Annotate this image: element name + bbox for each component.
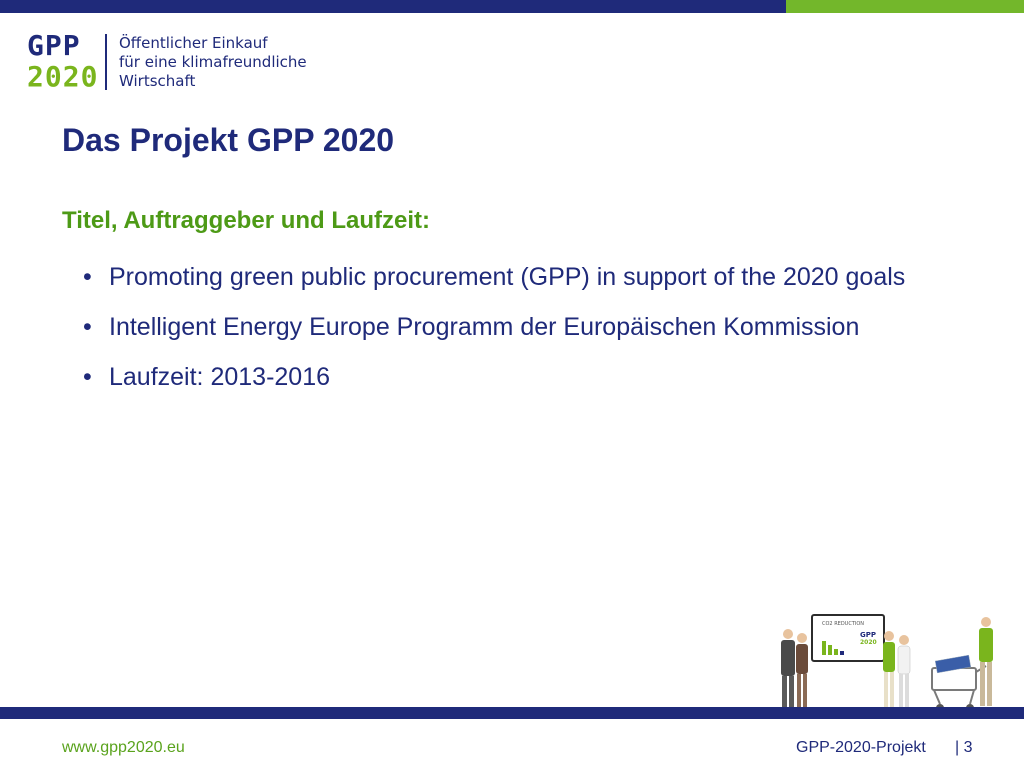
logo-name: GPP xyxy=(27,29,81,62)
person-icon xyxy=(979,617,993,706)
board-caption: CO2 REDUCTION xyxy=(822,621,865,627)
logo-tagline xyxy=(119,34,307,91)
top-accent-bar-blue xyxy=(0,0,786,13)
board-logo-year: 2020 xyxy=(860,639,877,646)
top-accent-bar-green xyxy=(786,0,1024,13)
board-logo-name: GPP xyxy=(860,631,877,639)
logo-divider xyxy=(105,34,107,90)
person-icon xyxy=(796,633,808,712)
person-icon xyxy=(883,631,895,710)
board-bar-icon xyxy=(834,649,838,655)
slide-title: Das Projekt GPP 2020 xyxy=(62,122,395,158)
bullet-dot: • xyxy=(83,363,92,391)
board-bar-icon xyxy=(828,645,832,655)
bullet-dot: • xyxy=(83,313,92,341)
person-icon xyxy=(898,635,910,710)
gpp2020-logo xyxy=(27,29,327,94)
logo-year: 2020 xyxy=(27,60,99,93)
shopping-cart-icon xyxy=(932,655,986,712)
page-number: 3 xyxy=(963,739,973,756)
footer-page-indicator xyxy=(955,738,973,758)
slide-subtitle: Titel, Auftraggeber und Laufzeit: xyxy=(62,207,431,234)
board-bar-icon xyxy=(840,651,844,655)
logo-tagline-line-2: für eine klimafreundliche xyxy=(119,53,307,71)
person-icon xyxy=(781,629,795,716)
footer-website-url: www.gpp2020.eu xyxy=(62,739,185,756)
logo-tagline-line-1: Öffentlicher Einkauf xyxy=(119,34,268,52)
board-bar-icon xyxy=(822,641,826,655)
bullet-text: Promoting green public procurement (GPP) in support of the 2020 goals xyxy=(109,263,906,291)
bottom-accent-bar xyxy=(0,707,1024,719)
bullet-text: Laufzeit: 2013-2016 xyxy=(109,363,331,391)
bullet-dot: • xyxy=(83,263,92,291)
page-separator: | xyxy=(955,739,960,756)
presentation-board xyxy=(812,615,884,661)
logo-tagline-line-3: Wirtschaft xyxy=(119,72,196,90)
bullet-text: Intelligent Energy Europe Programm der Europäischen Kommission xyxy=(109,313,860,341)
footer-project-name: GPP-2020-Projekt xyxy=(796,739,926,756)
